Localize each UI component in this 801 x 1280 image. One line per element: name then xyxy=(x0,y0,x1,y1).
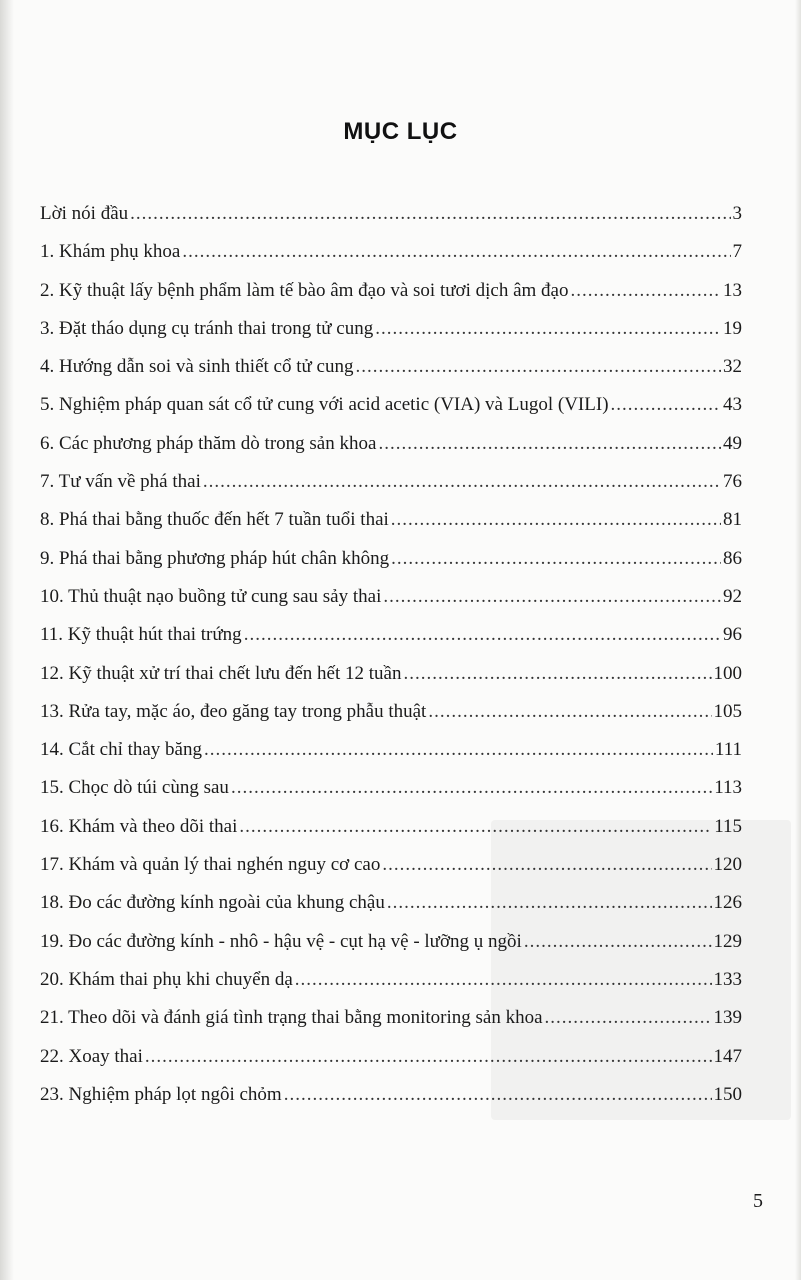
toc-entry-label: 15. Chọc dò túi cùng sau xyxy=(40,777,229,799)
toc-entry xyxy=(40,310,742,348)
toc-entry-page: 76 xyxy=(723,471,742,493)
toc-entry-page: 19 xyxy=(723,317,742,339)
page-right-edge xyxy=(795,0,801,1280)
toc-entry-page: 81 xyxy=(723,509,742,531)
toc-entry xyxy=(40,463,742,501)
toc-leader-dots xyxy=(387,884,712,922)
toc-entry xyxy=(40,501,742,539)
toc-entry-page: 32 xyxy=(723,356,742,378)
toc-entry-page: 3 xyxy=(732,203,742,224)
toc-entry-label: 22. Xoay thai xyxy=(40,1045,143,1067)
toc-entry xyxy=(40,1038,742,1076)
toc-entry-label: 1. Khám phụ khoa xyxy=(40,241,181,263)
toc-entry-page: 13 xyxy=(723,279,742,301)
toc-leader-dots xyxy=(284,1076,712,1114)
toc-entry xyxy=(40,386,742,424)
toc-entry-label: 4. Hướng dẫn soi và sinh thiết cổ tử cung xyxy=(40,356,354,378)
toc-leader-dots xyxy=(524,923,712,961)
toc-entry xyxy=(40,846,742,884)
toc-entry-page: 43 xyxy=(723,394,742,416)
toc-leader-dots xyxy=(145,1038,712,1076)
toc-entry xyxy=(40,731,742,769)
toc-entry xyxy=(40,923,742,961)
page-edge-shadow xyxy=(0,0,14,1280)
toc-leader-dots xyxy=(403,655,711,693)
toc-entry-label: 7. Tư vấn về phá thai xyxy=(40,471,201,493)
toc-leader-dots xyxy=(378,425,721,463)
toc-entry-label: 2. Kỹ thuật lấy bệnh phẩm làm tế bào âm đạo và soi tươi dịch âm đạo xyxy=(40,279,569,301)
toc-entry-label: 18. Đo các đường kính ngoài của khung chậu xyxy=(40,892,385,914)
toc-leader-dots xyxy=(295,961,712,999)
toc-entry-page: 111 xyxy=(714,739,742,761)
toc-entry-page: 150 xyxy=(713,1083,742,1105)
page-title: MỤC LỤC xyxy=(343,118,458,145)
page-number: 5 xyxy=(753,1190,763,1212)
toc-leader-dots xyxy=(203,463,721,501)
toc-entry xyxy=(40,195,742,233)
toc-entry-label: 6. Các phương pháp thăm dò trong sản khoa xyxy=(40,432,377,454)
toc-leader-dots xyxy=(428,693,711,731)
toc-leader-dots xyxy=(239,808,712,846)
toc-leader-dots xyxy=(545,999,712,1037)
toc-leader-dots xyxy=(611,386,721,424)
toc-entry-page: 147 xyxy=(713,1045,742,1067)
toc-entry-label: 12. Kỹ thuật xử trí thai chết lưu đến hết 12 tuần xyxy=(40,662,402,684)
toc-entry xyxy=(40,348,742,386)
toc-entry-label: 19. Đo các đường kính - nhô - hậu vệ - cụt hạ vệ - lưỡng ụ ngồi xyxy=(40,930,522,952)
toc-entry xyxy=(40,1076,742,1114)
toc-entry xyxy=(40,578,742,616)
toc-entry-page: 49 xyxy=(723,432,742,454)
toc-leader-dots xyxy=(356,348,722,386)
toc-leader-dots xyxy=(375,310,721,348)
toc-entry xyxy=(40,999,742,1037)
toc-entry xyxy=(40,769,742,807)
toc-entry-page: 86 xyxy=(723,547,742,569)
toc-leader-dots xyxy=(231,769,712,807)
toc-entry xyxy=(40,540,742,578)
toc-leader-dots xyxy=(570,272,721,310)
toc-entry-label: 5. Nghiệm pháp quan sát cổ tử cung với acid acetic (VIA) và Lugol (VILI) xyxy=(40,394,609,416)
toc-entry-label: 21. Theo dõi và đánh giá tình trạng thai bằng monitoring sản khoa xyxy=(40,1007,543,1029)
toc-entry-page: 92 xyxy=(723,585,742,607)
toc-entry-page: 115 xyxy=(714,815,742,837)
toc-entry xyxy=(40,616,742,654)
toc-entry-label: 14. Cắt chỉ thay băng xyxy=(40,739,202,761)
toc-leader-dots xyxy=(383,578,721,616)
toc-entry-label: 13. Rửa tay, mặc áo, đeo găng tay trong phẫu thuật xyxy=(40,700,427,722)
toc-entry xyxy=(40,425,742,463)
toc-leader-dots xyxy=(391,501,721,539)
toc-entry-page: 105 xyxy=(713,700,742,722)
toc-entry-label: 16. Khám và theo dõi thai xyxy=(40,815,238,837)
toc-entry-label: 23. Nghiệm pháp lọt ngôi chỏm xyxy=(40,1083,282,1105)
toc-leader-dots xyxy=(182,233,730,271)
toc-entry-label: 17. Khám và quản lý thai nghén nguy cơ cao xyxy=(40,854,381,876)
toc-entry xyxy=(40,655,742,693)
toc-entry xyxy=(40,884,742,922)
toc-leader-dots xyxy=(382,846,711,884)
toc-entry xyxy=(40,233,742,271)
toc-entry-label: 8. Phá thai bằng thuốc đến hết 7 tuần tuổi thai xyxy=(40,509,389,531)
toc-entry xyxy=(40,272,742,310)
toc-entry-page: 139 xyxy=(713,1007,742,1029)
toc-leader-dots xyxy=(244,616,721,654)
toc-entry-label: 3. Đặt tháo dụng cụ tránh thai trong tử cung xyxy=(40,317,374,339)
toc-entry-label: 11. Kỹ thuật hút thai trứng xyxy=(40,624,242,646)
toc-leader-dots xyxy=(130,195,730,233)
toc-leader-dots xyxy=(204,731,713,769)
toc-entry-label: 20. Khám thai phụ khi chuyển dạ xyxy=(40,968,293,990)
toc-entry xyxy=(40,693,742,731)
toc-entry-page: 120 xyxy=(713,854,742,876)
toc-entry-page: 129 xyxy=(713,930,742,952)
toc-leader-dots xyxy=(391,540,721,578)
toc-entry-page: 113 xyxy=(714,777,742,799)
toc-entry xyxy=(40,961,742,999)
toc-entry-label: Lời nói đầu xyxy=(40,203,129,224)
toc-entry-label: 9. Phá thai bằng phương pháp hút chân không xyxy=(40,547,390,569)
toc-entry-page: 133 xyxy=(713,968,742,990)
toc-entry-label: 10. Thủ thuật nạo buồng tử cung sau sảy thai xyxy=(40,585,382,607)
toc-entry-page: 96 xyxy=(723,624,742,646)
toc-entry-page: 126 xyxy=(713,892,742,914)
table-of-contents xyxy=(40,195,742,1114)
toc-entry xyxy=(40,808,742,846)
toc-entry-page: 100 xyxy=(713,662,742,684)
toc-entry-page: 7 xyxy=(732,241,742,263)
